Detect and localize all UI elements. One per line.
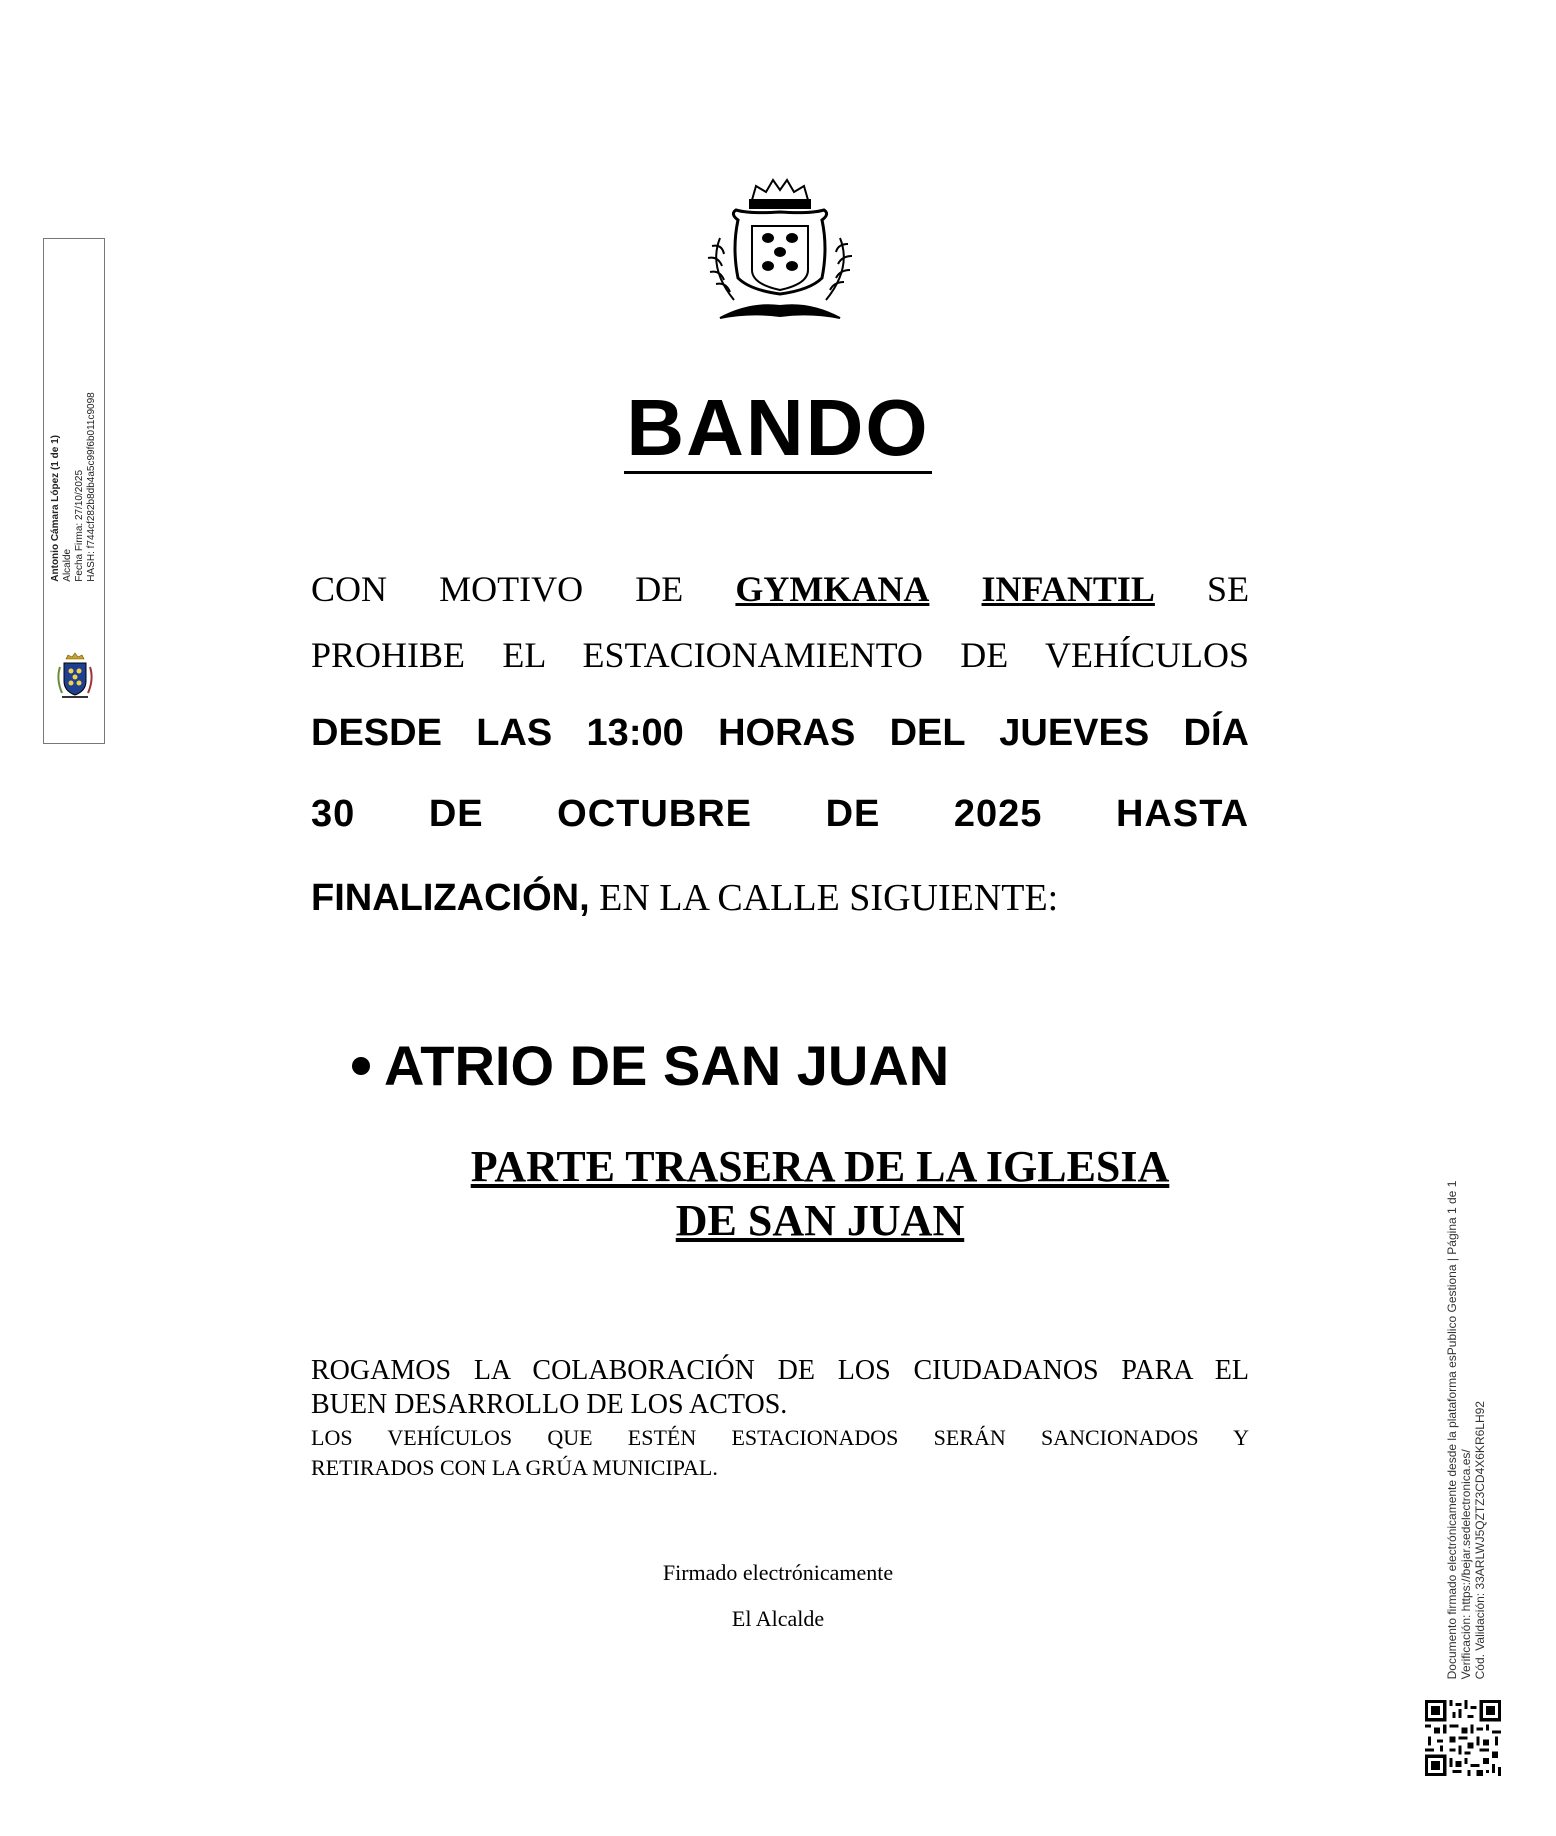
- word: JUEVES: [999, 712, 1150, 754]
- coat-of-arms-icon: [690, 178, 870, 333]
- event-name-word: GYMKANA: [735, 569, 930, 609]
- street-bullet-item: [352, 1033, 949, 1098]
- signer-title: El Alcalde: [731, 1606, 825, 1631]
- word: PROHIBE: [311, 635, 466, 675]
- body-line-3: [311, 712, 1249, 755]
- word: DE: [825, 793, 881, 835]
- word: ESTACIONAMIENTO: [582, 635, 923, 675]
- word: 13:00: [586, 712, 684, 754]
- finalizacion-word: FINALIZACIÓN,: [311, 877, 590, 919]
- qr-code-icon: [1425, 1700, 1501, 1776]
- word: 2025: [953, 793, 1043, 835]
- stamp-role: Alcalde: [62, 548, 73, 582]
- street-detail: [320, 1140, 1320, 1248]
- sanction-line-2: RETIRADOS CON LA GRÚA MUNICIPAL.: [311, 1455, 718, 1480]
- word: EL: [502, 635, 546, 675]
- word: DE: [428, 793, 484, 835]
- sanction-line-1: LOS VEHÍCULOS QUE ESTÉN ESTACIONADOS SERÁN SANCIONADOS Y: [311, 1425, 1249, 1450]
- body-line-4: [311, 793, 1249, 836]
- word: DE: [960, 635, 1009, 675]
- body-line-5: [311, 876, 1249, 920]
- signature-stamp: [43, 238, 105, 744]
- body-line-5-rest: EN LA CALLE SIGUIENTE:: [589, 877, 1059, 919]
- title-text: BANDO: [626, 383, 930, 472]
- event-name-word: INFANTIL: [981, 569, 1155, 609]
- word: CON: [311, 569, 388, 609]
- stamp-hash: HASH: f744cf282b8db4a5c99f6b011c9098: [86, 392, 97, 582]
- collaboration-line-1: ROGAMOS LA COLABORACIÓN DE LOS CIUDADANOS PARA EL: [311, 1355, 1249, 1386]
- word: HORAS: [718, 712, 856, 754]
- verification-line-2: Verificación: https://bejar.sedelectronica.es/: [1459, 1449, 1473, 1680]
- word: OCTUBRE: [557, 793, 753, 835]
- stamp-date: Fecha Firma: 27/10/2025: [74, 469, 85, 582]
- body-line-1: [311, 568, 1249, 610]
- verification-text: [1445, 1181, 1487, 1680]
- document-title: [0, 382, 1556, 474]
- stamp-signer: Antonio Cámara López (1 de 1): [50, 435, 61, 582]
- word: SE: [1207, 569, 1250, 609]
- word: DESDE: [311, 712, 442, 754]
- word: DE: [635, 569, 684, 609]
- body-line-2: [311, 634, 1249, 676]
- collaboration-line-2: BUEN DESARROLLO DE LOS ACTOS.: [311, 1389, 788, 1420]
- street-detail-line-2: DE SAN JUAN: [675, 1196, 965, 1245]
- collaboration-paragraph: [311, 1354, 1249, 1422]
- word: LAS: [476, 712, 553, 754]
- word: DEL: [889, 712, 965, 754]
- word: HASTA: [1115, 793, 1250, 835]
- stamp-logo-icon: [52, 649, 98, 705]
- verification-line-3: Documento firmado electrónicamente desde la plataforma esPublico Gestiona | Página 1 de 1: [1445, 1180, 1459, 1680]
- word: VEHÍCULOS: [1045, 635, 1250, 675]
- sanction-paragraph: [311, 1423, 1249, 1483]
- word: MOTIVO: [439, 569, 584, 609]
- electronic-signature-note: Firmado electrónicamente: [662, 1560, 894, 1585]
- verification-line-1: Cód. Validación: 33ARLWJ5QZTZ3CD4X6KR6LH92: [1473, 1401, 1487, 1680]
- street-bullet-text: ATRIO DE SAN JUAN: [384, 1034, 950, 1097]
- word: DÍA: [1183, 712, 1249, 754]
- street-detail-line-1: PARTE TRASERA DE LA IGLESIA: [470, 1142, 1170, 1191]
- bullet-dot-icon: [352, 1057, 370, 1075]
- word: 30: [311, 793, 356, 835]
